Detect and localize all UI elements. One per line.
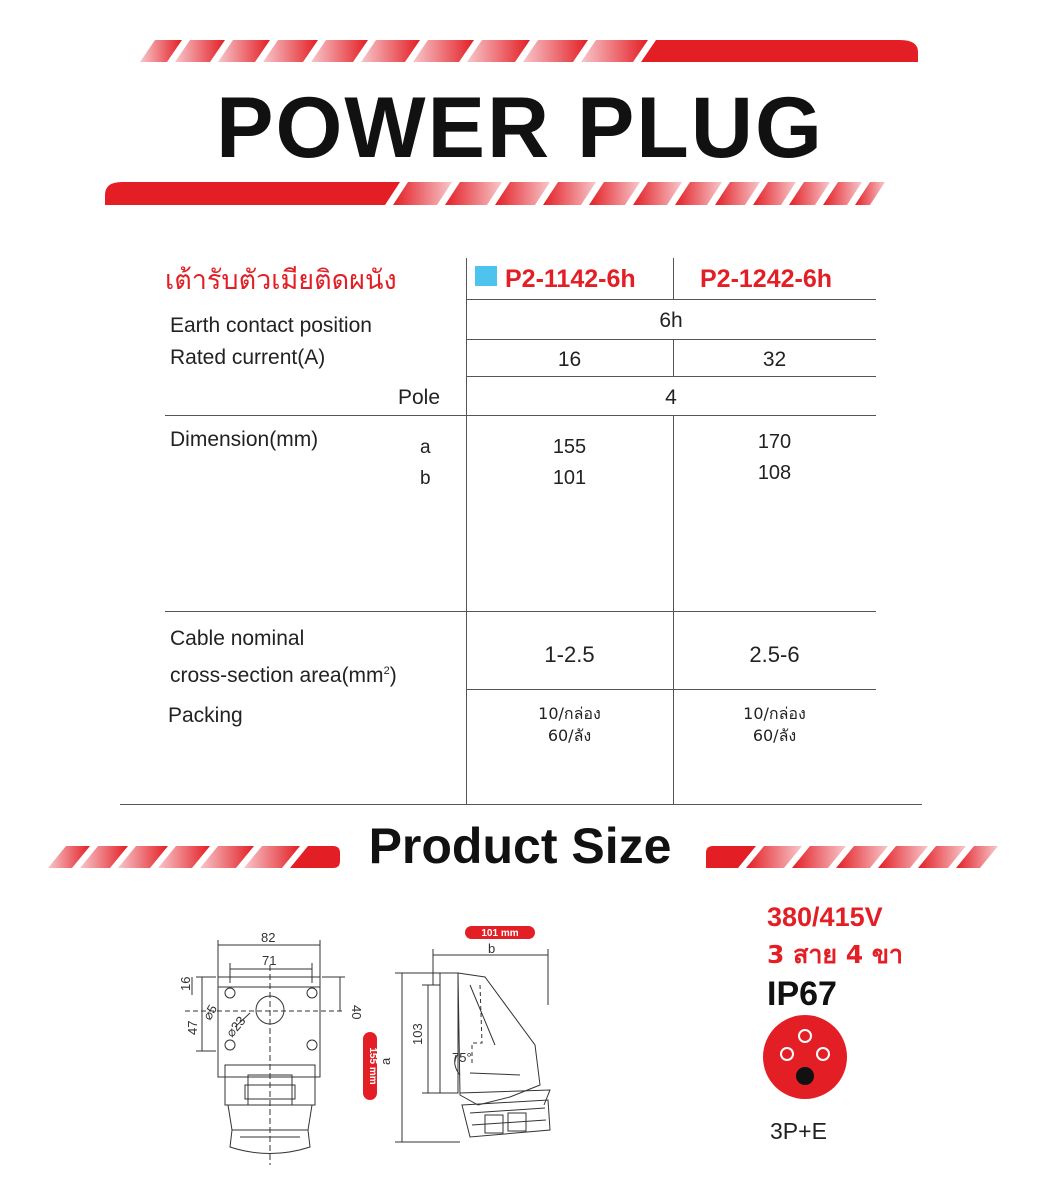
angle-75: 75°	[452, 1050, 472, 1065]
dimension-b-value-1: 101	[552, 467, 587, 489]
pole-value: 4	[665, 386, 677, 409]
socket-pin-icon	[760, 1012, 850, 1102]
dim-47: 47	[185, 1020, 200, 1035]
table-divider	[165, 415, 876, 416]
cable-label-line1: Cable nominal	[170, 627, 305, 650]
table-divider	[466, 339, 876, 340]
dimension-label: Dimension(mm)	[170, 428, 319, 451]
dimension-a-value-1: 155	[552, 436, 587, 458]
table-bottom	[120, 804, 922, 805]
cable-value-1: 1-2.5	[544, 642, 595, 667]
dim-103: 103	[410, 1023, 425, 1045]
pole-label: Pole	[398, 386, 441, 409]
dimension-b-value-2: 108	[757, 462, 792, 484]
label-a: a	[378, 1057, 393, 1065]
model-2: P2-1242-6h	[700, 265, 833, 293]
dimension-a-value-2: 170	[757, 431, 792, 453]
dia-23: ⌀23	[222, 1013, 249, 1040]
dimension-b-label: b	[420, 468, 431, 489]
model-1: P2-1142-6h	[505, 265, 636, 293]
table-col-divider	[673, 258, 674, 299]
product-size-title: Product Size	[368, 818, 672, 874]
pole-config: 3P+E	[770, 1118, 827, 1144]
label-b: b	[488, 941, 496, 956]
dimension-a-label: a	[420, 437, 431, 458]
rated-current-label: Rated current(A)	[170, 346, 326, 369]
earth-contact-value: 6h	[659, 309, 683, 332]
svg-text:101 mm: 101 mm	[481, 928, 519, 939]
cable-label-line2: cross-section $area(mm^2)$	[170, 664, 397, 687]
dim-40: 40	[349, 1005, 364, 1020]
packing-label: Packing	[168, 704, 243, 727]
cable-value-2: 2.5-6	[749, 642, 800, 667]
wire-spec: 3 สาย 4 ขา	[767, 940, 903, 969]
earth-contact-label: Earth contact position	[170, 314, 372, 337]
packing-value-2: 10/กล่อง 60/ลัง	[743, 704, 806, 745]
packing-value-1: 10/กล่อง 60/ลัง	[538, 704, 601, 745]
dia-5: ⌀5	[199, 1001, 221, 1023]
front-view-drawing	[170, 925, 364, 1170]
dim-16: 16	[178, 976, 193, 991]
table-divider	[466, 299, 876, 300]
model-marker	[475, 266, 497, 286]
table-heading: เต้ารับตัวเมียติดผนัง	[165, 265, 397, 296]
rated-current-value-1: 16	[557, 348, 582, 371]
cable-label	[170, 623, 397, 692]
table-divider	[466, 376, 876, 377]
table-divider	[466, 689, 876, 690]
voltage-spec: 380/415V	[767, 902, 883, 932]
dim-71: 71	[262, 953, 277, 968]
side-view-drawing	[360, 925, 560, 1170]
page-title: POWER PLUG	[216, 80, 824, 176]
dim-82: 82	[261, 930, 276, 945]
ip-rating: IP67	[767, 975, 837, 1013]
svg-text:155 mm: 155 mm	[367, 1047, 378, 1085]
rated-current-value-2: 32	[762, 348, 787, 371]
table-divider	[165, 611, 876, 612]
